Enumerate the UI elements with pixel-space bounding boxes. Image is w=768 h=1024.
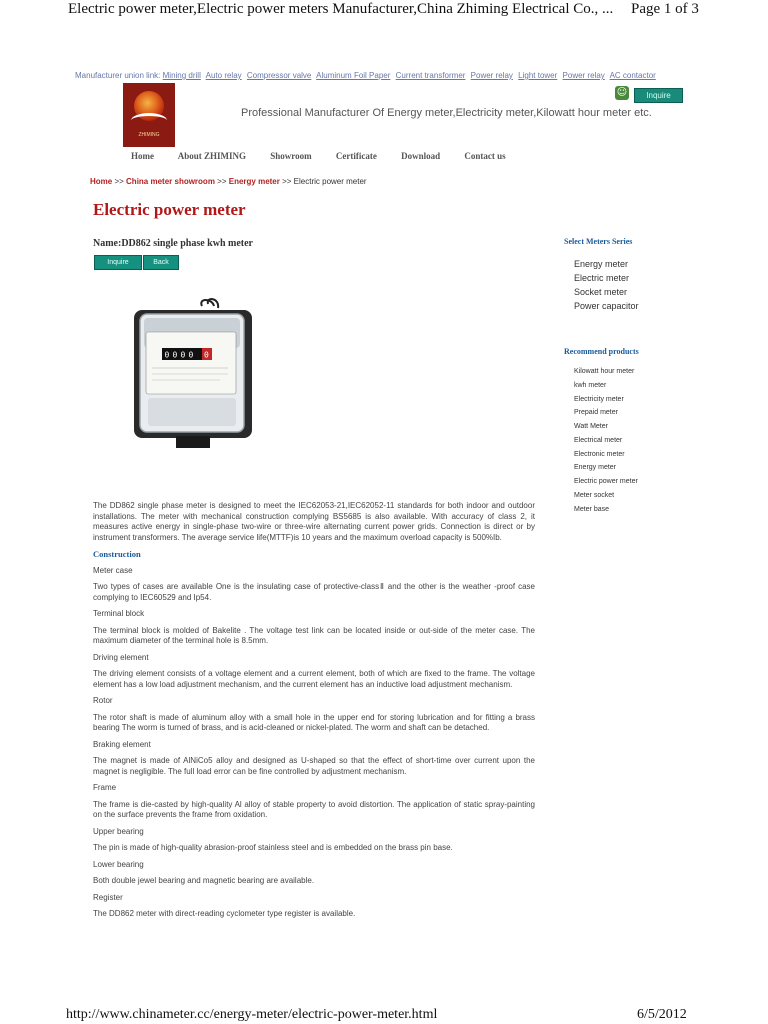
meter-digit: 0 xyxy=(164,350,170,360)
recommend-item[interactable]: Electronic meter xyxy=(574,450,625,458)
top-link[interactable]: Light tower xyxy=(518,71,558,80)
series-heading: Select Meters Series xyxy=(564,237,633,246)
section-text: Two types of cases are available One is the insulating case of protective-classⅡ and the other is the weather -proof case complying to IEC60529 and Ip54. xyxy=(93,582,535,602)
recommend-item[interactable]: Meter base xyxy=(574,505,610,513)
recommend-item[interactable]: Watt Meter xyxy=(574,423,608,430)
breadcrumb-home[interactable]: Home xyxy=(90,177,113,186)
nav-certificate[interactable]: Certificate xyxy=(335,151,377,161)
breadcrumb-separator: >> xyxy=(279,177,294,186)
breadcrumb-separator: >> xyxy=(112,177,127,186)
meter-digit: 0 xyxy=(204,350,209,360)
construction-heading: Construction xyxy=(93,549,141,559)
series-item[interactable]: Socket meter xyxy=(574,287,628,297)
series-list xyxy=(574,259,639,315)
section-text: The frame is die-casted by high-quality Al alloy of stable property to avoid distortion. The application of static spray-painting on the surface prevents the frame from oxidation. xyxy=(93,799,535,819)
series-item[interactable]: Electric meter xyxy=(574,273,630,283)
section-title: Upper bearing xyxy=(93,826,144,836)
section-text: The DD862 meter with direct-reading cyclometer type register is available. xyxy=(93,909,356,918)
section-title: Frame xyxy=(93,783,117,792)
meter-digit: 0 xyxy=(188,350,194,360)
top-link[interactable]: Compressor valve xyxy=(246,71,312,80)
recommend-item[interactable]: Energy meter xyxy=(574,464,617,472)
top-link[interactable]: Current transformer xyxy=(395,71,466,80)
section-title: Lower bearing xyxy=(93,859,144,869)
series-item[interactable]: Energy meter xyxy=(574,259,629,269)
recommend-heading: Recommend products xyxy=(564,347,639,356)
section-title: Terminal block xyxy=(93,609,145,618)
links-label: Manufacturer union link: xyxy=(75,71,161,80)
breadcrumb-separator: >> xyxy=(214,177,229,186)
breadcrumb-current: Electric power meter xyxy=(293,177,367,186)
inquire-button[interactable]: Inquire xyxy=(94,255,142,270)
section-text: The driving element consists of a voltage element and a current element, both of which are fixed to the frame. The voltage element has a low load adjustment mechanism, and the current element has an inductive load adjustment mechanism. xyxy=(93,669,535,689)
recommend-list xyxy=(574,368,638,519)
breadcrumb-showroom[interactable]: China meter showroom xyxy=(126,177,215,186)
main-navigation xyxy=(131,151,528,161)
company-logo[interactable] xyxy=(123,83,175,147)
recommend-item[interactable]: Meter socket xyxy=(574,491,615,499)
manufacturer-union-links xyxy=(75,71,659,80)
inquire-header-button[interactable]: Inquire xyxy=(634,88,683,103)
top-link[interactable]: Power relay xyxy=(470,71,513,80)
document-title: Electric power meter,Electric power meters Manufacturer,China Zhiming Electrical Co., ... xyxy=(68,1,614,17)
section-title: Rotor xyxy=(93,696,113,705)
footer-url: http://www.chinameter.cc/energy-meter/electric-power-meter.html xyxy=(66,1007,438,1022)
intro-paragraph: The DD862 single phase meter is designed to meet the IEC62053-21,IEC62052-11 standards for both indoor and outdoor installations. The meter with mechanical construction complying BS5685 is also available. With accuracy of class 2, it measures active energy in single-phase two-wire or three-wire alternating current power grids. Connection is direct or by instrument transformers. The average service life(MTTF)is 10 years and the maximum overload capacity is 500%Ib. xyxy=(93,501,535,542)
meter-product-image xyxy=(128,298,256,450)
breadcrumb xyxy=(90,177,367,186)
section-text: Both double jewel bearing and magnetic bearing are available. xyxy=(93,876,315,885)
recommend-item[interactable]: Kilowatt hour meter xyxy=(574,368,635,375)
page-title: Electric power meter xyxy=(93,200,246,219)
top-link[interactable]: Power relay xyxy=(562,71,605,80)
back-button[interactable]: Back xyxy=(143,255,179,270)
section-text: The rotor shaft is made of aluminum alloy with a small hole in the upper end for storing lubrication and for fitting a brass bearing The worm is turned of brass, and is acid-cleaned or nickel-plated. The worm and shaft can be detached. xyxy=(93,712,535,732)
product-description xyxy=(93,501,535,920)
section-title: Meter case xyxy=(93,565,133,575)
section-text: The magnet is made of AlNiCo5 alloy and designed as U-shaped so that the effect of short-time over current upon the magnet is negligible. The full load error can be fine controlled by adjustment mechanism. xyxy=(93,756,535,776)
meter-digit: 0 xyxy=(180,350,186,360)
footer-date: 6/5/2012 xyxy=(637,1007,687,1022)
series-item[interactable]: Power capacitor xyxy=(574,301,639,311)
section-text: The pin is made of high-quality abrasion-proof stainless steel and is embedded on the brass pin base. xyxy=(93,843,453,852)
page-number: Page 1 of 3 xyxy=(631,1,699,17)
nav-about[interactable]: About ZHIMING xyxy=(177,151,247,161)
nav-download[interactable]: Download xyxy=(401,151,441,161)
top-link[interactable]: Auto relay xyxy=(205,71,242,80)
company-tagline: Professional Manufacturer Of Energy meter,Electricity meter,Kilowatt hour meter etc. xyxy=(241,107,652,119)
product-name: Name:DD862 single phase kwh meter xyxy=(93,238,253,249)
top-link[interactable]: Mining drill xyxy=(162,71,201,80)
nav-contact[interactable]: Contact us xyxy=(464,151,506,161)
recommend-item[interactable]: Electricity meter xyxy=(574,395,624,403)
nav-showroom[interactable]: Showroom xyxy=(270,151,312,161)
section-title: Braking element xyxy=(93,739,151,749)
breadcrumb-category[interactable]: Energy meter xyxy=(228,177,280,186)
contact-person-icon[interactable]: ☺ xyxy=(616,87,628,98)
section-text: The terminal block is molded of Bakelite . The voltage test link can be located inside or out-side of the meter case. The maximum diameter of the terminal hole is 8.5mm. xyxy=(93,625,535,645)
print-header xyxy=(0,0,768,24)
section-title: Register xyxy=(93,892,123,902)
section-title: Driving element xyxy=(93,652,149,662)
recommend-item[interactable]: kwh meter xyxy=(574,381,607,389)
top-link[interactable]: Aluminum Foil Paper xyxy=(316,71,391,80)
logo-text: ZHIMING xyxy=(138,132,160,138)
recommend-item[interactable]: Electrical meter xyxy=(574,436,623,444)
recommend-item[interactable]: Prepaid meter xyxy=(574,409,618,417)
swoosh-shape xyxy=(131,113,167,128)
recommend-item[interactable]: Electric power meter xyxy=(574,478,638,485)
nav-home[interactable]: Home xyxy=(131,151,154,161)
top-link[interactable]: AC contactor xyxy=(609,71,656,80)
meter-digit: 0 xyxy=(172,350,178,360)
